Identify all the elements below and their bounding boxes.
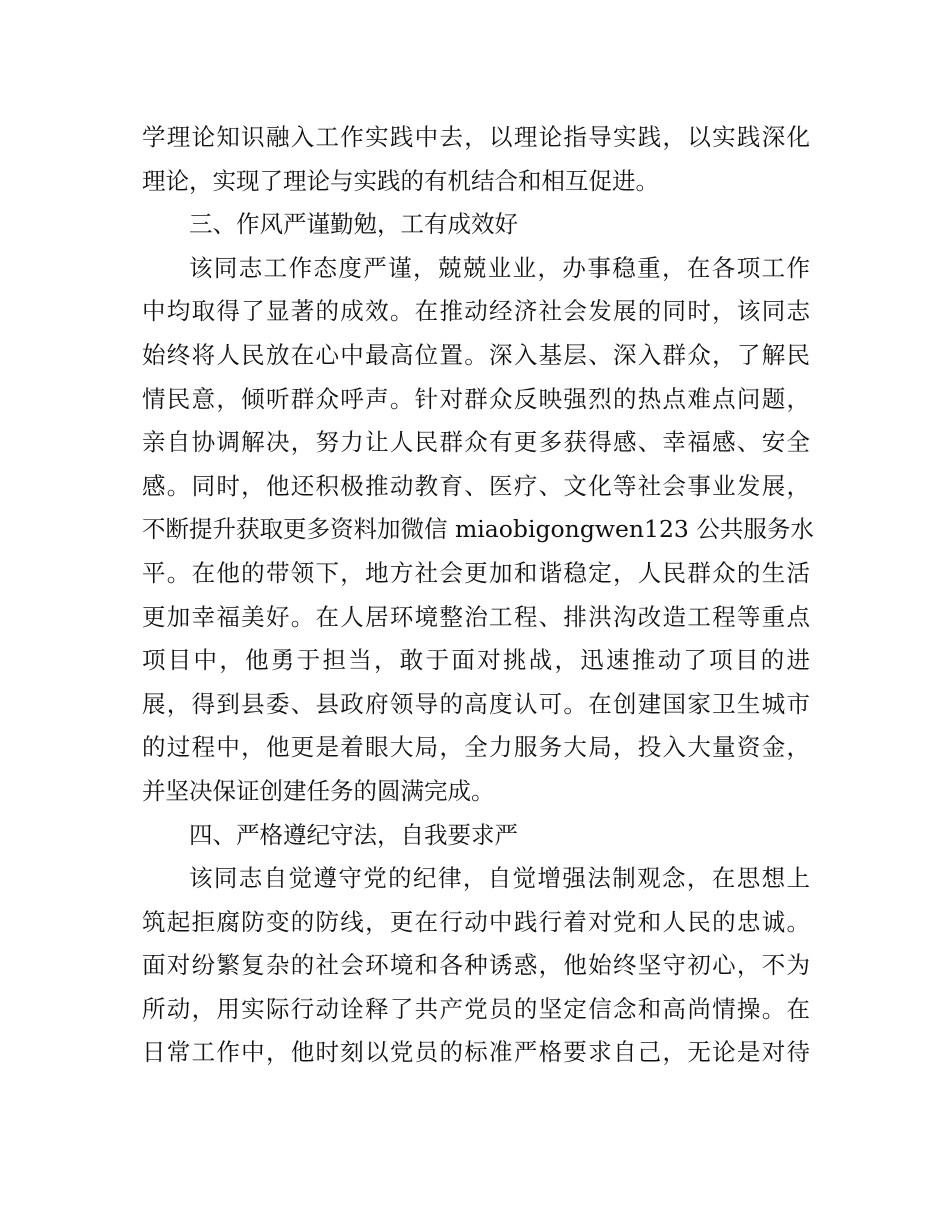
paragraph-continuation (142, 116, 810, 203)
section-heading-4: 四、严格遵纪守法，自我要求严 (189, 820, 518, 849)
text-line: 日常工作中，他时刻以党员的标准严格要求自己，无论是对待 (142, 1038, 810, 1067)
text-line: 项目中，他勇于担当，敢于面对挑战，迅速推动了项目的进 (142, 646, 810, 675)
text-line: 不断提升获取更多资料加微信 miaobigongwen123 公共服务水 (142, 515, 814, 544)
text-line: 理论，实现了理论与实践的有机结合和相互促进。 (142, 166, 659, 195)
text-line: 亲自协调解决，努力让人民群众有更多获得感、幸福感、安全 (142, 428, 810, 457)
text-line: 并坚决保证创建任务的圆满完成。 (142, 776, 495, 805)
text-line: 筑起拒腐防变的防线，更在行动中践行着对党和人民的忠诚。 (142, 907, 810, 936)
text-line: 学理论知识融入工作实践中去，以理论指导实践，以实践深化 (142, 123, 810, 151)
text-line: 更加幸福美好。在人居环境整治工程、排洪沟改造工程等重点 (142, 602, 810, 631)
text-line: 情民意，倾听群众呼声。针对群众反映强烈的热点难点问题， (142, 384, 810, 413)
text-line: 平。在他的带领下，地方社会更加和谐稳定，人民群众的生活 (142, 558, 810, 587)
section-heading-3: 三、作风严谨勤勉，工有成效好 (189, 210, 518, 239)
text-line: 的过程中，他更是着眼大局，全力服务大局，投入大量资金， (142, 733, 810, 762)
text-line: 面对纷繁复杂的社会环境和各种诱惑，他始终坚守初心，不为 (142, 951, 810, 980)
text-line: 该同志工作态度严谨，兢兢业业，办事稳重，在各项工作 (189, 253, 810, 282)
text-line: 展，得到县委、县政府领导的高度认可。在创建国家卫生城市 (142, 689, 810, 718)
text-line: 所动，用实际行动诠释了共产党员的坚定信念和高尚情操。在 (142, 994, 810, 1023)
document-body (142, 116, 814, 1075)
paragraph-work-style (142, 247, 814, 814)
text-line: 中均取得了显著的成效。在推动经济社会发展的同时，该同志 (142, 297, 810, 326)
text-line: 该同志自觉遵守党的纪律，自觉增强法制观念，在思想上 (189, 864, 810, 893)
paragraph-discipline (142, 857, 810, 1075)
text-line: 始终将人民放在心中最高位置。深入基层、深入群众，了解民 (142, 340, 810, 369)
text-line: 感。同时，他还积极推动教育、医疗、文化等社会事业发展， (142, 471, 810, 500)
